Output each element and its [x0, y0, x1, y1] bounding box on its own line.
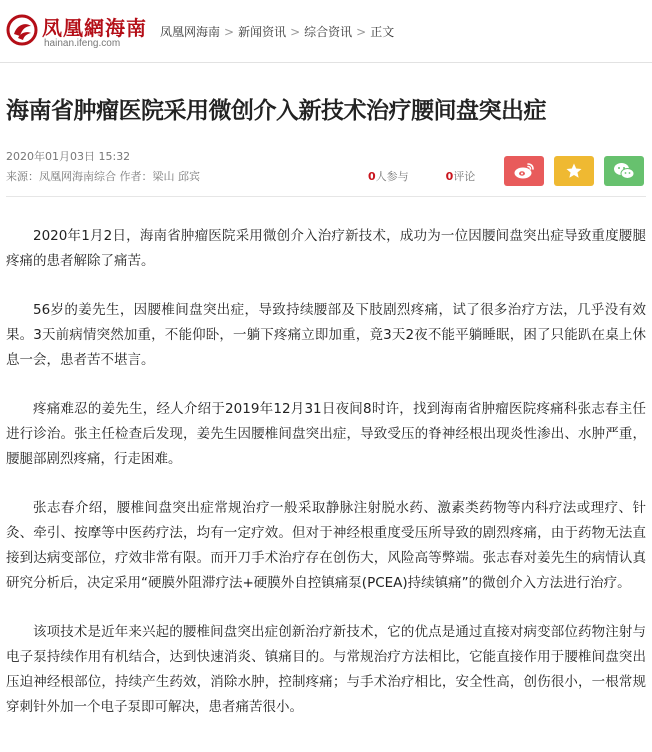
breadcrumb-news[interactable]: 新闻资讯: [238, 25, 287, 39]
star-icon: [565, 162, 583, 180]
participants-count[interactable]: 0: [368, 170, 376, 183]
comments-count[interactable]: 0: [445, 170, 454, 183]
article-datetime: 2020年01月03日 15:32: [6, 150, 131, 163]
breadcrumb: [160, 23, 394, 40]
comments-label[interactable]: 评论: [453, 170, 476, 183]
meta-divider: [6, 196, 646, 197]
breadcrumb-separator: >: [224, 24, 235, 39]
article-paragraph: 疼痛难忍的姜先生，经人介绍于2019年12月31日夜间8时许，找到海南省肿瘤医院疼痛科张志春主任进行诊治。张主任检查后发现，姜先生因腰椎间盘突出症，导致受压的脊神经根出现炎性渗出、水肿严重，腰腿部剧烈疼痛，行走困难。: [6, 401, 646, 467]
breadcrumb-separator: >: [356, 24, 367, 39]
breadcrumb-general-news[interactable]: 综合资讯: [304, 25, 353, 39]
logo-text: 凤凰網海南: [42, 16, 147, 40]
article-paragraph: 56岁的姜先生，因腰椎间盘突出症，导致持续腰部及下肢剧烈疼痛，试了很多治疗方法，几乎没有效果。3天前病情突然加重，不能仰卧，一躺下疼痛立即加重，竟3天2夜不能平躺睡眠，困了只能趴在桌上休息一会，患者苦不堪言。: [6, 302, 646, 368]
weibo-icon: [513, 162, 535, 180]
engagement-counts: [368, 168, 475, 184]
breadcrumb-current: 正文: [370, 25, 395, 39]
article-paragraph: 张志春介绍，腰椎间盘突出症常规治疗一般采取静脉注射脱水药、激素类药物等内科疗法或理疗、针灸、牵引、按摩等中医药疗法，均有一定疗效。但对于神经根重度受压所导致的剧烈疼痛，由于药物无法直接到达病变部位，疗效非常有限。而开刀手术治疗存在创伤大，风险高等弊端。张志春对姜先生的病情认真研究分析后，决定采用“硬膜外阻滞疗法+硬膜外自控镇痛泵(PCEA)持续镇痛”的微创介入方法进行治疗。: [6, 500, 646, 591]
site-header: [0, 0, 652, 63]
favorite-button[interactable]: [554, 156, 594, 186]
share-weibo-button[interactable]: [504, 156, 544, 186]
share-wechat-button[interactable]: [604, 156, 644, 186]
breadcrumb-separator: >: [290, 24, 301, 39]
breadcrumb-home[interactable]: 凤凰网海南: [160, 25, 221, 39]
phoenix-logo-icon: [6, 14, 38, 46]
article-body: [6, 224, 646, 744]
logo-domain: hainan.ifeng.com: [44, 38, 121, 49]
article-title: 海南省肿瘤医院采用微创介入新技术治疗腰间盘突出症: [6, 97, 546, 124]
site-logo[interactable]: [6, 12, 154, 52]
participants-label[interactable]: 人参与: [375, 170, 409, 183]
article-paragraph: 2020年1月2日，海南省肿瘤医院采用微创介入治疗新技术，成功为一位因腰间盘突出症导致重度腰腿疼痛的患者解除了痛苦。: [6, 228, 646, 269]
article-source: 来源：凤凰网海南综合 作者：梁山 邱宾: [6, 170, 200, 183]
article-paragraph: 该项技术是近年来兴起的腰椎间盘突出症创新治疗新技术，它的优点是通过直接对病变部位药物注射与电子泵持续作用有机结合，达到快速消炎、镇痛目的。与常规治疗方法相比，它能直接作用于腰椎间盘突出压迫神经根部位，持续产生药效，消除水肿，控制疼痛；与手术治疗相比，安全性高，创伤很小，一根常规穿刺针外加一个电子泵即可解决，患者痛苦很小。: [6, 624, 646, 715]
wechat-icon: [613, 162, 635, 180]
